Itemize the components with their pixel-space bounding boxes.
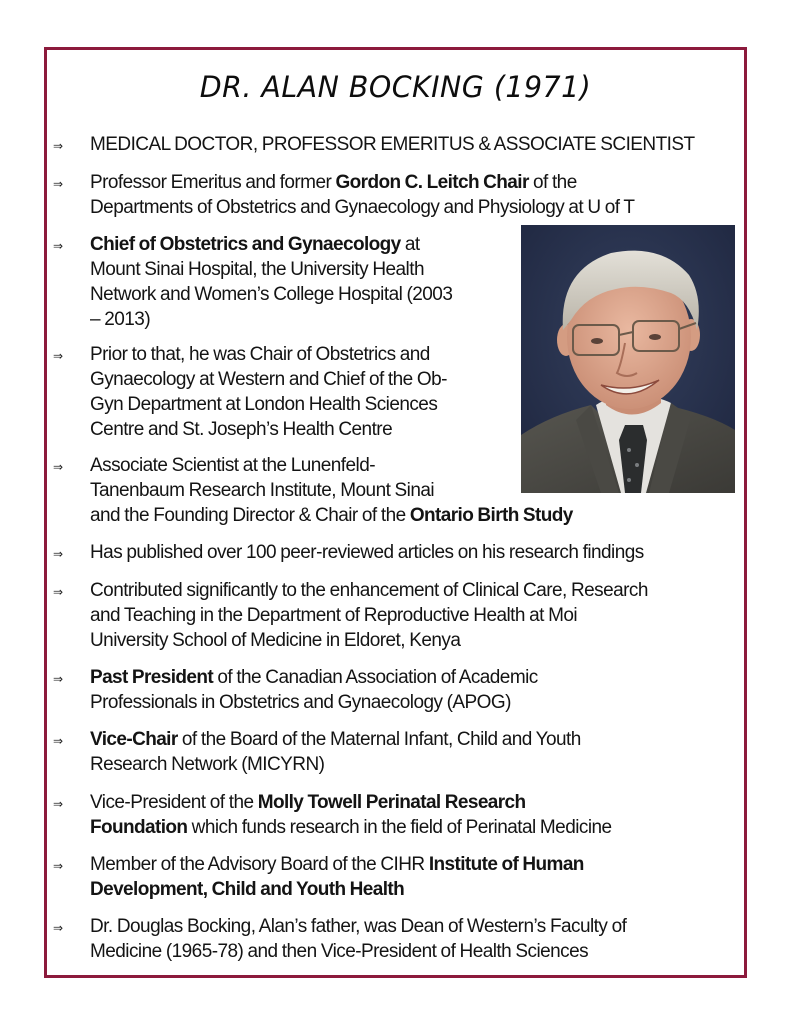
bio-item-line: [90, 342, 447, 367]
bold-emphasis-text: Foundation: [90, 817, 188, 838]
bio-item-line: [90, 367, 447, 392]
body-text: Prior to that, he was Chair of Obstetrics and: [90, 344, 430, 365]
bio-item-line: [90, 752, 581, 777]
bold-emphasis-text: Gordon C. Leitch Chair: [335, 172, 529, 193]
bold-emphasis-text: Past President: [90, 667, 214, 688]
bio-item-line: [90, 603, 648, 628]
bio-item-line: [90, 540, 644, 565]
bio-item-text: [90, 342, 447, 442]
bold-emphasis-text: Molly Towell Perinatal Research: [257, 792, 526, 813]
bio-item-text: [90, 727, 581, 777]
page-title: DR. ALAN BOCKING (1971): [199, 70, 592, 104]
body-text: Centre and St. Joseph’s Health Centre: [90, 419, 393, 440]
bio-item-text: [90, 852, 584, 902]
bio-item-line: [90, 939, 626, 964]
double-arrow-bullet-icon: ⇒: [53, 460, 64, 474]
double-arrow-bullet-icon: ⇒: [53, 239, 64, 253]
body-text: Gynaecology at Western and Chief of the Ob-: [90, 369, 447, 390]
bio-item-line: [90, 307, 452, 332]
bio-item-line: [90, 914, 626, 939]
double-arrow-bullet-icon: ⇒: [53, 585, 64, 599]
bio-item-line: [90, 195, 634, 220]
bio-item-line: [90, 790, 612, 815]
bio-item-line: [90, 690, 538, 715]
bio-item-text: [90, 540, 644, 565]
double-arrow-bullet-icon: ⇒: [53, 921, 64, 935]
bio-item-line: [90, 852, 584, 877]
body-text: Associate Scientist at the Lunenfeld-: [90, 455, 375, 476]
bio-item-line: [90, 232, 452, 257]
body-text: Gyn Department at London Health Sciences: [90, 394, 438, 415]
double-arrow-bullet-icon: ⇒: [53, 349, 64, 363]
bio-item-text: [90, 790, 612, 840]
bold-emphasis-text: Chief of Obstetrics and Gynaecology: [90, 234, 401, 255]
body-text: Member of the Advisory Board of the CIHR: [90, 854, 429, 875]
bio-item-text: [90, 914, 626, 964]
bold-emphasis-text: Development, Child and Youth Health: [90, 879, 405, 900]
body-text: Dr. Douglas Bocking, Alan’s father, was Dean of Western’s Faculty of: [90, 916, 627, 937]
body-text: Tanenbaum Research Institute, Mount Sinai: [90, 480, 435, 501]
bio-item-text: [90, 132, 695, 157]
body-text: Has published over 100 peer-reviewed articles on his research findings: [90, 542, 644, 563]
bio-item-text: [90, 453, 573, 528]
bio-item-line: [90, 132, 695, 157]
body-text: Professor Emeritus and former: [90, 172, 336, 193]
double-arrow-bullet-icon: ⇒: [53, 547, 64, 561]
double-arrow-bullet-icon: ⇒: [53, 797, 64, 811]
body-text: and Teaching in the Department of Reproductive Health at Moi: [90, 605, 578, 626]
body-text: – 2013): [90, 309, 151, 330]
bio-item-line: [90, 392, 447, 417]
double-arrow-bullet-icon: ⇒: [53, 177, 64, 191]
bio-item-line: [90, 478, 573, 503]
body-text: Departments of Obstetrics and Gynaecology and Physiology at U of T: [90, 197, 635, 218]
bio-item-text: [90, 232, 452, 332]
body-text: which funds research in the field of Perinatal Medicine: [187, 817, 612, 838]
bio-item-line: [90, 417, 447, 442]
bold-emphasis-text: Vice-Chair: [90, 729, 178, 750]
bio-item-line: [90, 628, 648, 653]
bio-item-line: [90, 727, 581, 752]
bio-item-text: [90, 170, 634, 220]
bio-item-text: [90, 665, 538, 715]
body-text: Professionals in Obstetrics and Gynaecology (APOG): [90, 692, 511, 713]
body-text: Network and Women’s College Hospital (2003: [90, 284, 453, 305]
bio-item-line: [90, 453, 573, 478]
bio-item-line: [90, 815, 612, 840]
double-arrow-bullet-icon: ⇒: [53, 139, 64, 153]
body-text: MEDICAL DOCTOR, PROFESSOR EMERITUS & ASSOCIATE SCIENTIST: [90, 134, 695, 155]
body-text: of the Canadian Association of Academic: [213, 667, 538, 688]
body-text: of the: [528, 172, 577, 193]
body-text: Mount Sinai Hospital, the University Health: [90, 259, 424, 280]
double-arrow-bullet-icon: ⇒: [53, 734, 64, 748]
double-arrow-bullet-icon: ⇒: [53, 859, 64, 873]
bio-item-line: [90, 665, 538, 690]
body-text: at: [400, 234, 420, 255]
body-text: Research Network (MICYRN): [90, 754, 325, 775]
body-text: Medicine (1965-78) and then Vice-President of Health Sciences: [90, 941, 589, 962]
body-text: University School of Medicine in Eldoret, Kenya: [90, 630, 461, 651]
bio-item-line: [90, 503, 573, 528]
body-text: of the Board of the Maternal Infant, Child and Youth: [177, 729, 581, 750]
bio-item-line: [90, 170, 634, 195]
body-text: and the Founding Director & Chair of the: [90, 505, 410, 526]
bio-item-line: [90, 578, 648, 603]
bio-item-text: [90, 578, 648, 653]
bold-emphasis-text: Ontario Birth Study: [409, 505, 573, 526]
bold-emphasis-text: Institute of Human: [428, 854, 584, 875]
body-text: Contributed significantly to the enhancement of Clinical Care, Research: [90, 580, 648, 601]
bio-item-line: [90, 877, 584, 902]
bio-item-line: [90, 282, 452, 307]
body-text: Vice-President of the: [90, 792, 258, 813]
double-arrow-bullet-icon: ⇒: [53, 672, 64, 686]
bio-item-line: [90, 257, 452, 282]
